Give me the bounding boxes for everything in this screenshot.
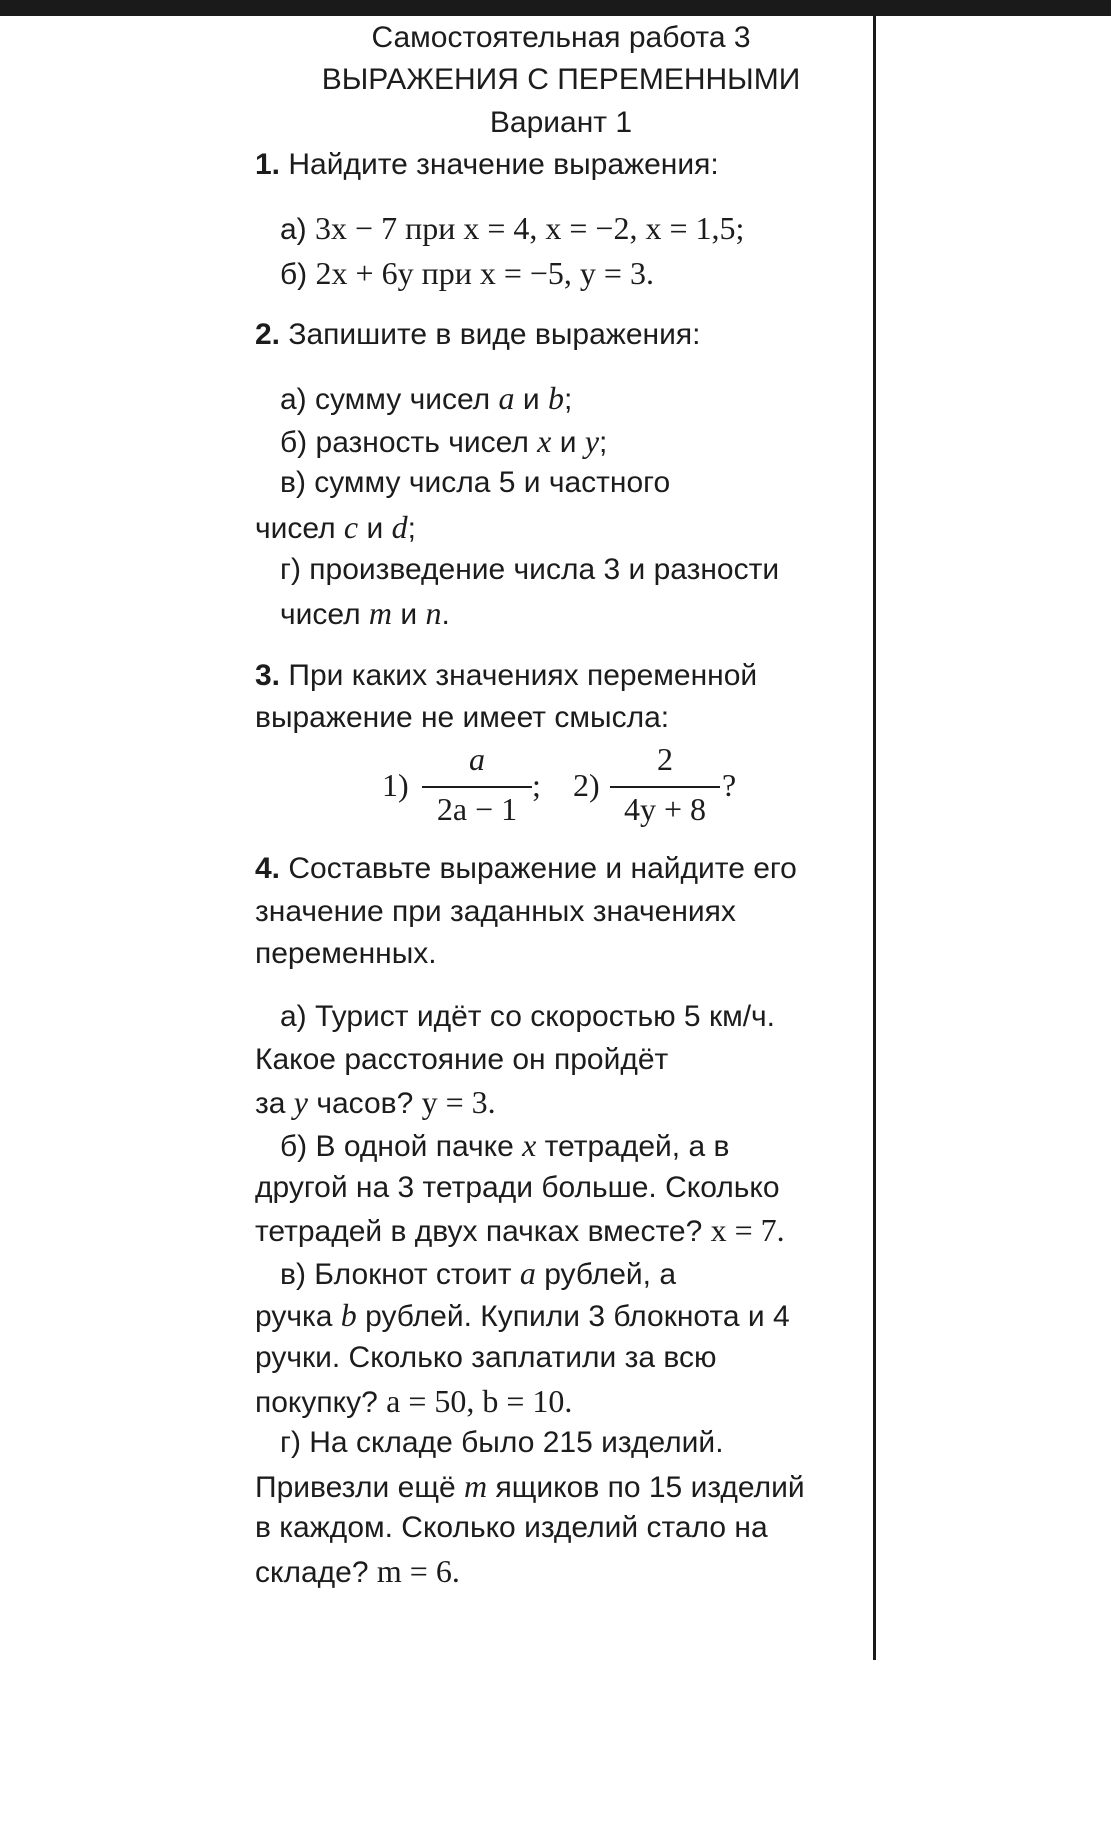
task-4-d-line-1: г) На складе было 215 изделий. [280, 1426, 724, 1459]
task-4-heading-line-3: переменных. [255, 937, 437, 970]
task-3-fraction-2 [610, 742, 720, 832]
task-1-heading [255, 148, 719, 182]
task-1-b-expression: 2x + 6y при x = −5, y = 3. [315, 255, 654, 291]
task-2-item-c-line-2: чисел c и d; [255, 509, 416, 545]
task-4-a-line-3: за y часов? y = 3. [255, 1084, 496, 1120]
task-4-heading-line-2: значение при заданных значениях [255, 895, 736, 928]
task-2-item-b: б) разность чисел x и y; [280, 423, 608, 459]
variant-label: Вариант 1 [489, 106, 633, 139]
fraction-2-numerator: 2 [657, 741, 673, 777]
task-3-heading-line-2: выражение не имеет смысла: [255, 701, 670, 734]
task-1-a-expression: 3x − 7 при x = 4, x = −2, x = 1,5; [315, 210, 745, 246]
task-3-fraction-1-punct: ; [532, 767, 541, 803]
task-4-c-line-3: ручки. Сколько заплатили за всю [255, 1341, 717, 1374]
task-4-c-line-4: покупку? a = 50, b = 10. [255, 1383, 573, 1419]
task-4-b-line-2: другой на 3 тетради больше. Сколько [255, 1171, 780, 1204]
task-4-a-line-1: а) Турист идёт со скоростью 5 км/ч. [280, 1000, 775, 1033]
task-2-heading [255, 318, 700, 352]
task-3-fraction-2-punct: ? [722, 767, 737, 803]
task-4-c-line-2: ручка b рублей. Купили 3 блокнота и 4 [255, 1297, 790, 1333]
task-3-fraction-1 [422, 742, 532, 832]
fraction-1-denominator: 2a − 1 [436, 791, 518, 827]
task-3-fraction-1-label: 1) [382, 767, 409, 803]
fraction-1-numerator: a [469, 741, 485, 777]
task-2-number: 2. [255, 318, 281, 351]
task-1-item-b: б) 2x + 6y при x = −5, y = 3. [280, 255, 654, 291]
task-2-item-d-line-1: г) произведение числа 3 и разности [280, 553, 780, 586]
task-1-text: Найдите значение выражения: [288, 148, 719, 181]
task-2-item-a: а) сумму чисел a и b; [280, 380, 573, 416]
fraction-2-bar [610, 786, 720, 788]
task-4-b-line-1: б) В одной пачке x тетрадей, а в [280, 1127, 730, 1163]
task-2-text: Запишите в виде выражения: [288, 318, 701, 351]
task-4-a-line-2: Какое расстояние он пройдёт [255, 1043, 669, 1076]
fraction-1-bar [422, 786, 532, 788]
task-4-number: 4. [255, 852, 281, 885]
task-4-d-line-4: складе? m = 6. [255, 1553, 460, 1589]
task-2-item-d-line-2: чисел m и n. [280, 595, 450, 631]
task-4-b-line-3: тетрадей в двух пачках вместе? x = 7. [255, 1212, 785, 1248]
task-1-number: 1. [255, 148, 281, 181]
task-4-c-line-1: в) Блокнот стоит a рублей, а [280, 1255, 677, 1291]
task-3-heading: 3. При каких значениях переменной [255, 659, 758, 692]
fraction-2-denominator: 4y + 8 [623, 791, 707, 827]
task-4-heading: 4. Составьте выражение и найдите его [255, 852, 797, 885]
task-4-d-line-3: в каждом. Сколько изделий стало на [255, 1511, 768, 1544]
task-2-item-c-line-1: в) сумму числа 5 и частного [280, 466, 671, 499]
task-4-d-line-2: Привезли ещё m ящиков по 15 изделий [255, 1468, 805, 1504]
task-1-item-a: а) 3x − 7 при x = 4, x = −2, x = 1,5; [280, 210, 745, 246]
task-3-fraction-2-label: 2) [573, 767, 600, 803]
worksheet-title: Самостоятельная работа 3 [371, 21, 751, 54]
worksheet-subtitle: ВЫРАЖЕНИЯ С ПЕРЕМЕННЫМИ [321, 63, 801, 96]
task-3-number: 3. [255, 659, 281, 692]
